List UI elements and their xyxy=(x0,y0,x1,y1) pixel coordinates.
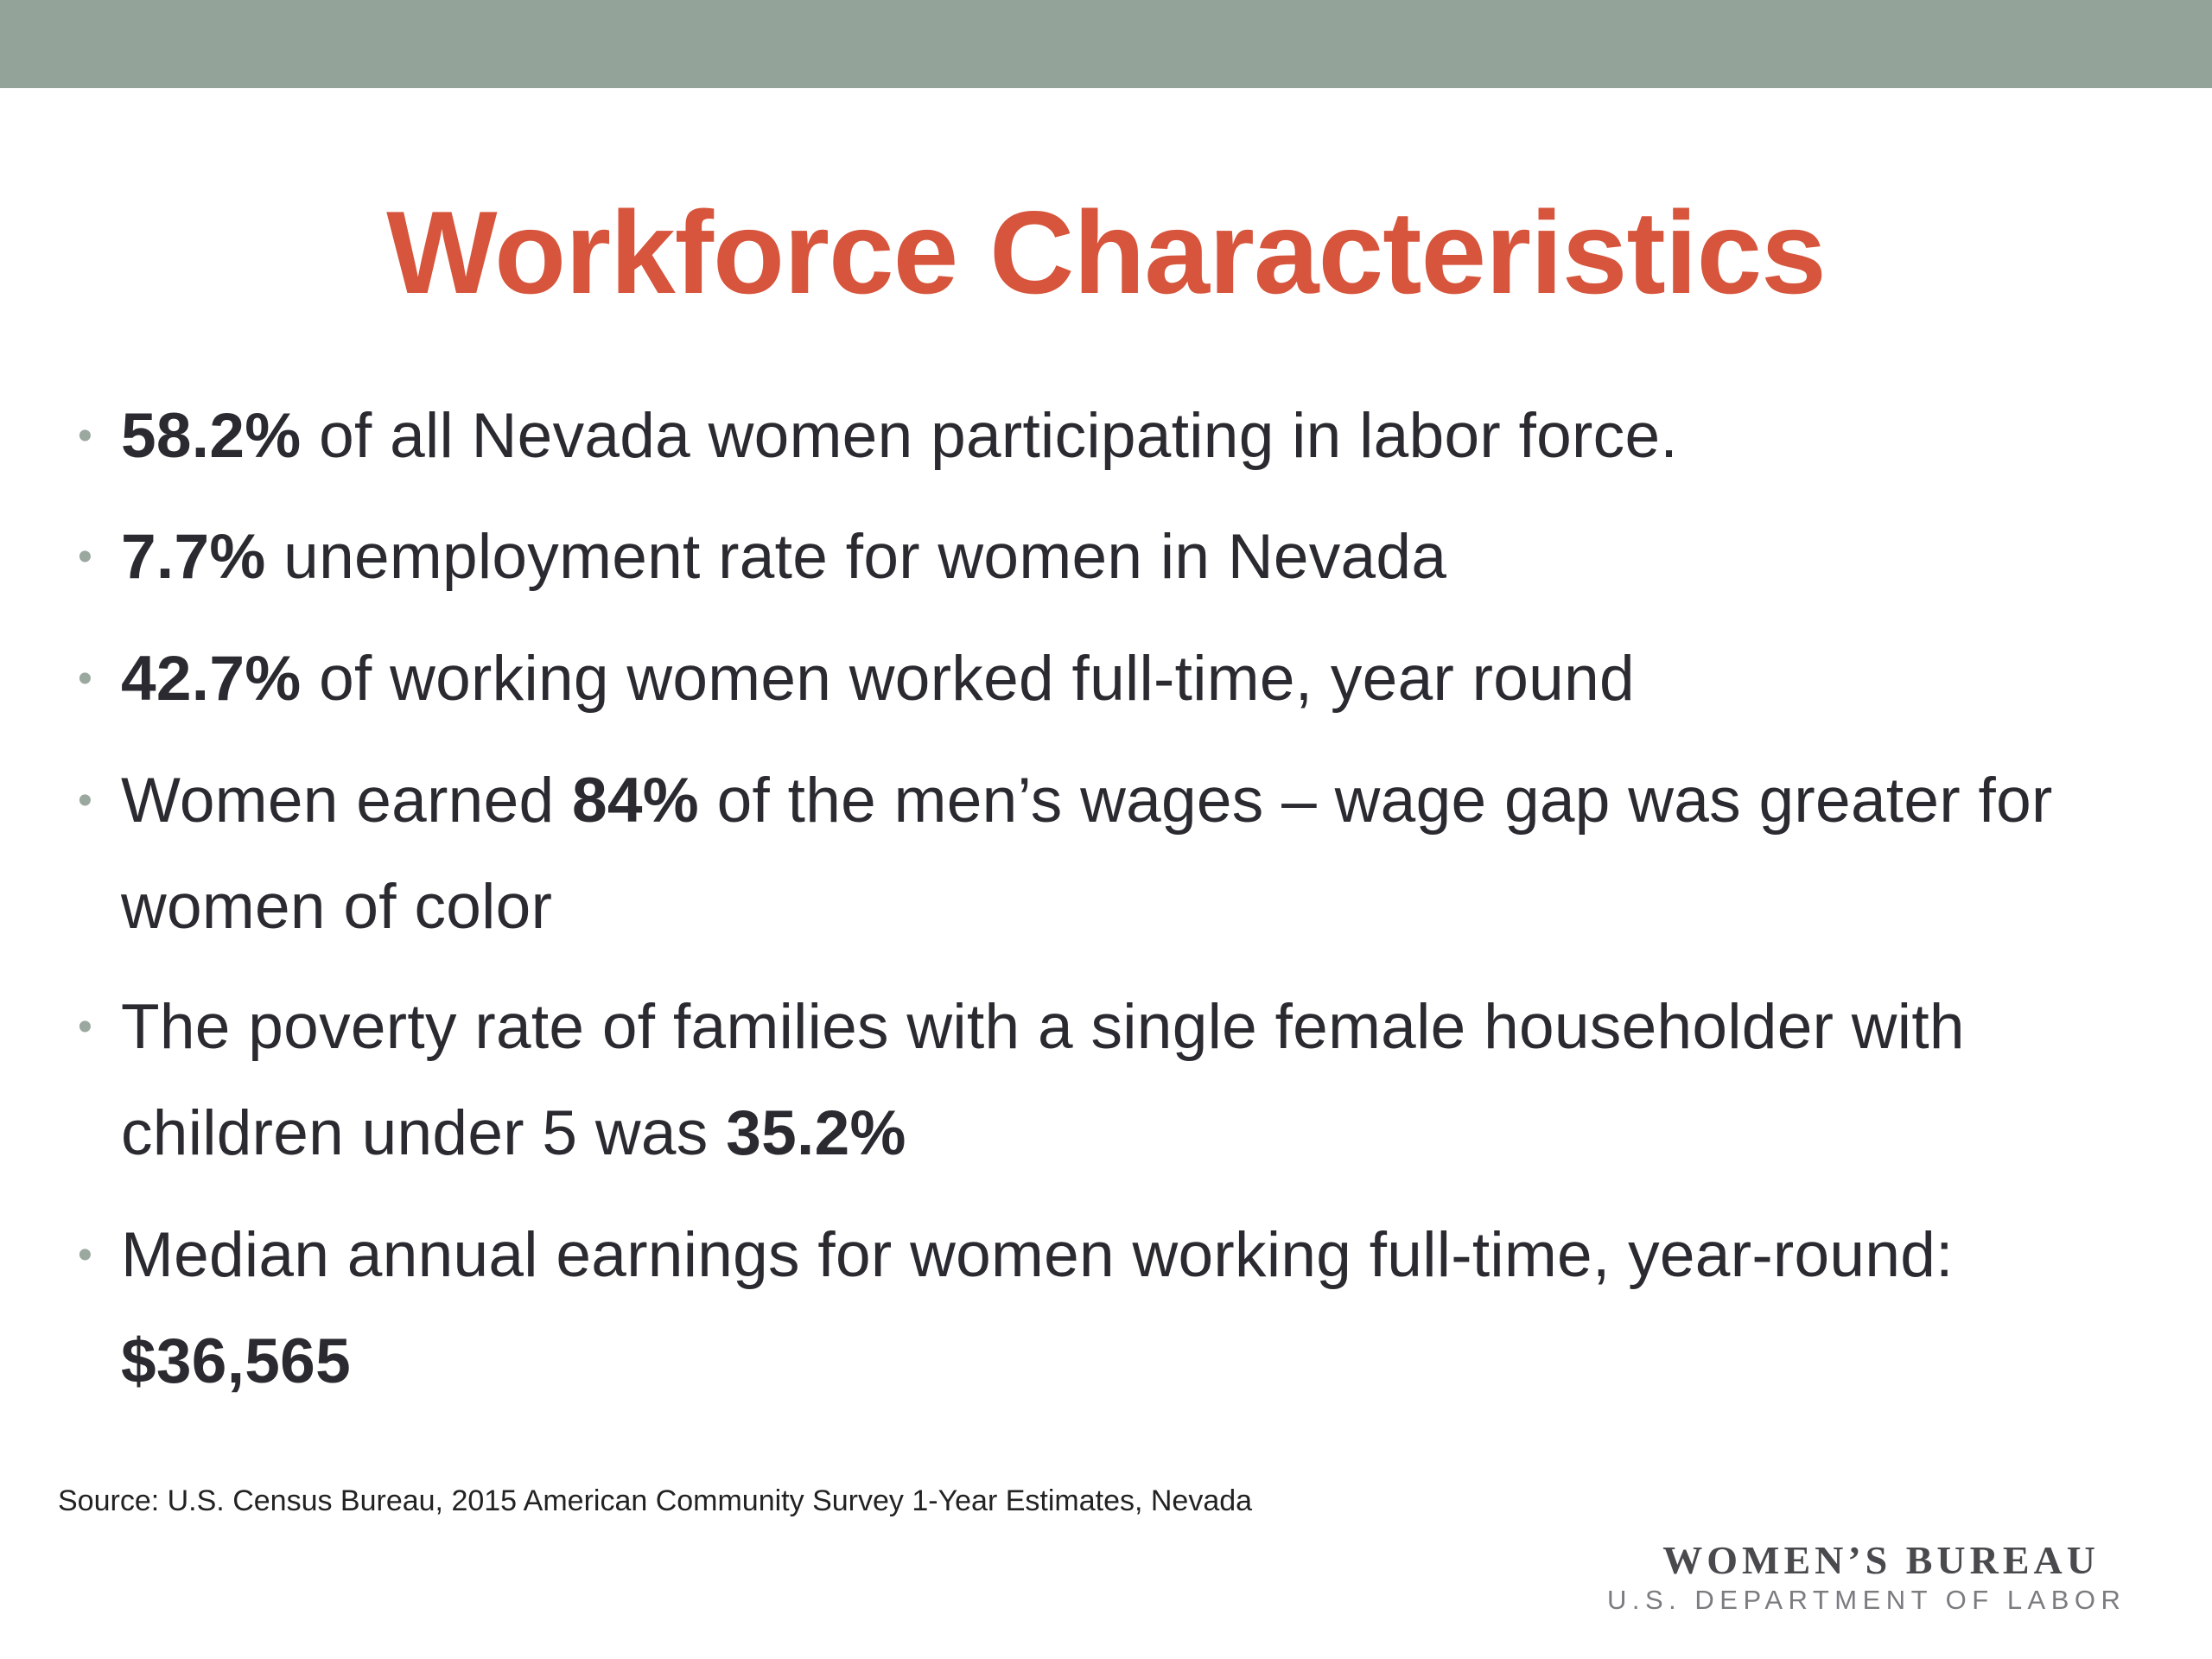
bullet-highlight: 7.7% xyxy=(121,522,266,592)
bullet-text: 42.7% of working women worked full-time, year round xyxy=(121,644,1635,714)
bullet-highlight: 84% xyxy=(571,766,699,836)
bullet-item xyxy=(78,747,2108,960)
bullet-dot-icon: • xyxy=(78,1004,93,1050)
bullet-highlight: 35.2% xyxy=(726,1098,906,1168)
bullet-item xyxy=(78,504,2108,610)
bullet-text: Women earned 84% of the men’s wages – wage gap was greater for women of color xyxy=(121,766,2053,942)
bullet-text: 58.2% of all Nevada women participating in labor force. xyxy=(121,401,1678,471)
bullet-dot-icon: • xyxy=(78,778,93,823)
bullet-text: Median annual earnings for women working full-time, year-round: $36,565 xyxy=(121,1220,1954,1396)
bullet-highlight: 58.2% xyxy=(121,401,302,471)
bullet-item xyxy=(78,383,2108,489)
bullet-dot-icon: • xyxy=(78,413,93,459)
bullet-highlight: 42.7% xyxy=(121,644,302,714)
logo-title: WOMEN’S BUREAU xyxy=(1662,1538,2100,1582)
bullet-item xyxy=(78,1202,2108,1414)
bullet-item xyxy=(78,974,2108,1186)
womens-bureau-logo xyxy=(1607,1538,2126,1618)
logo-subtitle: U.S. DEPARTMENT OF LABOR xyxy=(1607,1585,2126,1615)
bullet-dot-icon: • xyxy=(78,534,93,580)
slide-title: Workforce Characteristics xyxy=(386,187,1826,318)
bullet-highlight: $36,565 xyxy=(121,1326,351,1396)
source-citation: Source: U.S. Census Bureau, 2015 American Community Survey 1-Year Estimates, Nevada xyxy=(58,1484,1253,1517)
bullet-dot-icon: • xyxy=(78,656,93,702)
bullet-dot-icon: • xyxy=(78,1232,93,1278)
bullet-text: 7.7% unemployment rate for women in Nevada xyxy=(121,522,1447,592)
bullet-text: The poverty rate of families with a single female householder with children under 5 was 35.2% xyxy=(121,992,1965,1168)
bullet-item xyxy=(78,626,2108,732)
